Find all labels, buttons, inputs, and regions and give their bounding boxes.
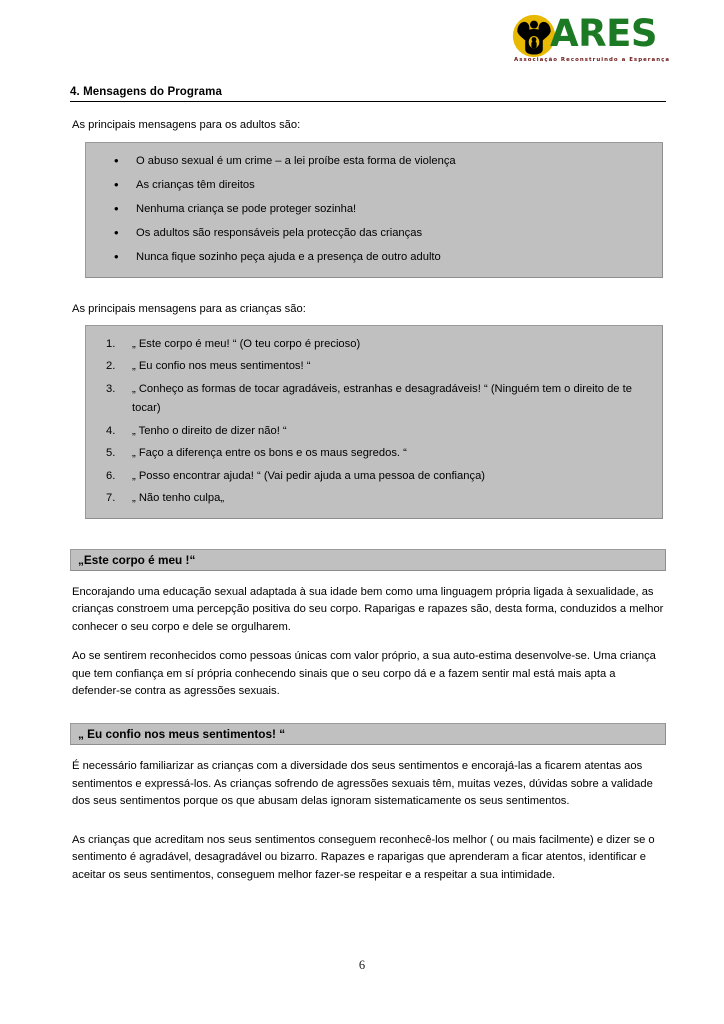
list-number: 3.	[106, 382, 116, 395]
list-item	[86, 467, 654, 487]
list-item	[86, 422, 654, 442]
list-text: „ Este corpo é meu! “ (O teu corpo é precioso)	[132, 337, 361, 350]
page-number: 6	[358, 958, 366, 972]
adult-messages-list	[86, 152, 654, 268]
document-body	[70, 86, 666, 885]
section-paragraph: Encorajando uma educação sexual adaptada à sua idade bem como uma linguagem própria ligada à sexualidade, as crianças constroem uma percepção positiva do seu corpo. Raparigas e rapazes são, desta forma, conduzidos a melhor conhecer o seu corpo e dele se orgulharem.	[72, 585, 664, 633]
list-number: 4.	[106, 424, 116, 437]
ares-wordmark: ARES	[550, 12, 658, 55]
children-messages-list	[86, 335, 654, 509]
lead-children: As principais mensagens para as crianças são:	[72, 302, 306, 315]
lead-adults: As principais mensagens para os adultos são:	[72, 119, 301, 131]
list-item: • Os adultos são responsáveis pela protecção das crianças	[86, 224, 654, 244]
list-text: „ Não tenho culpa„	[132, 492, 225, 504]
list-item	[86, 357, 654, 377]
list-item	[86, 444, 654, 464]
section-paragraph: É necessário familiarizar as crianças com a diversidade dos seus sentimentos e encorajá-las a ficarem atentas aos sentimentos e expressá-los. As crianças sofrendo de agressões sexuais têm, muitas vezes, dúvidas sobre a validade dos seus sentimentos porque os que abusam delas ignoram sistematicamente os seus sentimentos.	[72, 760, 653, 808]
list-text: „ Tenho o direito de dizer não! “	[132, 424, 287, 437]
list-text: „ Eu confio nos meus sentimentos! “	[132, 360, 311, 372]
list-text: „ Posso encontrar ajuda! “ (Vai pedir ajuda a uma pessoa de confiança)	[132, 469, 486, 482]
section-heading-este-corpo-e-meu: „Este corpo é meu !“	[70, 549, 666, 571]
list-number: 7.	[106, 492, 116, 504]
list-item	[86, 335, 654, 355]
list-item: • Nenhuma criança se pode proteger sozinha!	[86, 200, 654, 220]
children-messages-box	[85, 325, 663, 519]
ares-tagline: Associação Reconstruindo a Esperança	[514, 57, 671, 63]
list-number: 6.	[106, 469, 116, 482]
section-heading-eu-confio-nos-meus-sentimentos: „ Eu confio nos meus sentimentos! “	[70, 723, 666, 745]
ares-logo	[512, 12, 688, 70]
list-item: • As crianças têm direitos	[86, 176, 654, 196]
list-text: „ Conheço as formas de tocar agradáveis, estranhas e desagradáveis! “ (Ninguém tem o direito de te tocar)	[132, 382, 632, 414]
list-item: • O abuso sexual é um crime – a lei proíbe esta forma de violença	[86, 152, 654, 172]
list-number: 1.	[106, 337, 116, 350]
list-number: 2.	[106, 360, 116, 372]
section-paragraph: As crianças que acreditam nos seus sentimentos conseguem reconhecê-los melhor ( ou mais facilmente) e dizer se o sentimento é agradável, desagradável ou bizarro. Rapazes e raparigas que aprenderam a ficar atentos, identificar e aceitar os seus sentimentos, conseguem melhor fazer-se respeitar e a respeitar a sua intimidade.	[72, 833, 655, 882]
list-text: „ Faço a diferença entre os bons e os maus segredos. “	[132, 447, 407, 459]
adult-messages-box	[85, 142, 663, 278]
list-item	[86, 489, 654, 509]
section-paragraph: Ao se sentirem reconhecidos como pessoas únicas com valor próprio, a sua auto-estima desenvolve-se. Uma criança que tem confiança em sí própria conhecendo sinais que o seu corpo dá e a fazem sentir mal está mais apta a defender-se contra as agressões sexuais.	[72, 650, 656, 698]
page-title: 4. Mensagens do Programa	[70, 86, 666, 102]
list-item: • Nunca fique sozinho peça ajuda e a presença de outro adulto	[86, 248, 654, 268]
list-number: 5.	[106, 447, 116, 459]
list-item	[86, 380, 654, 419]
